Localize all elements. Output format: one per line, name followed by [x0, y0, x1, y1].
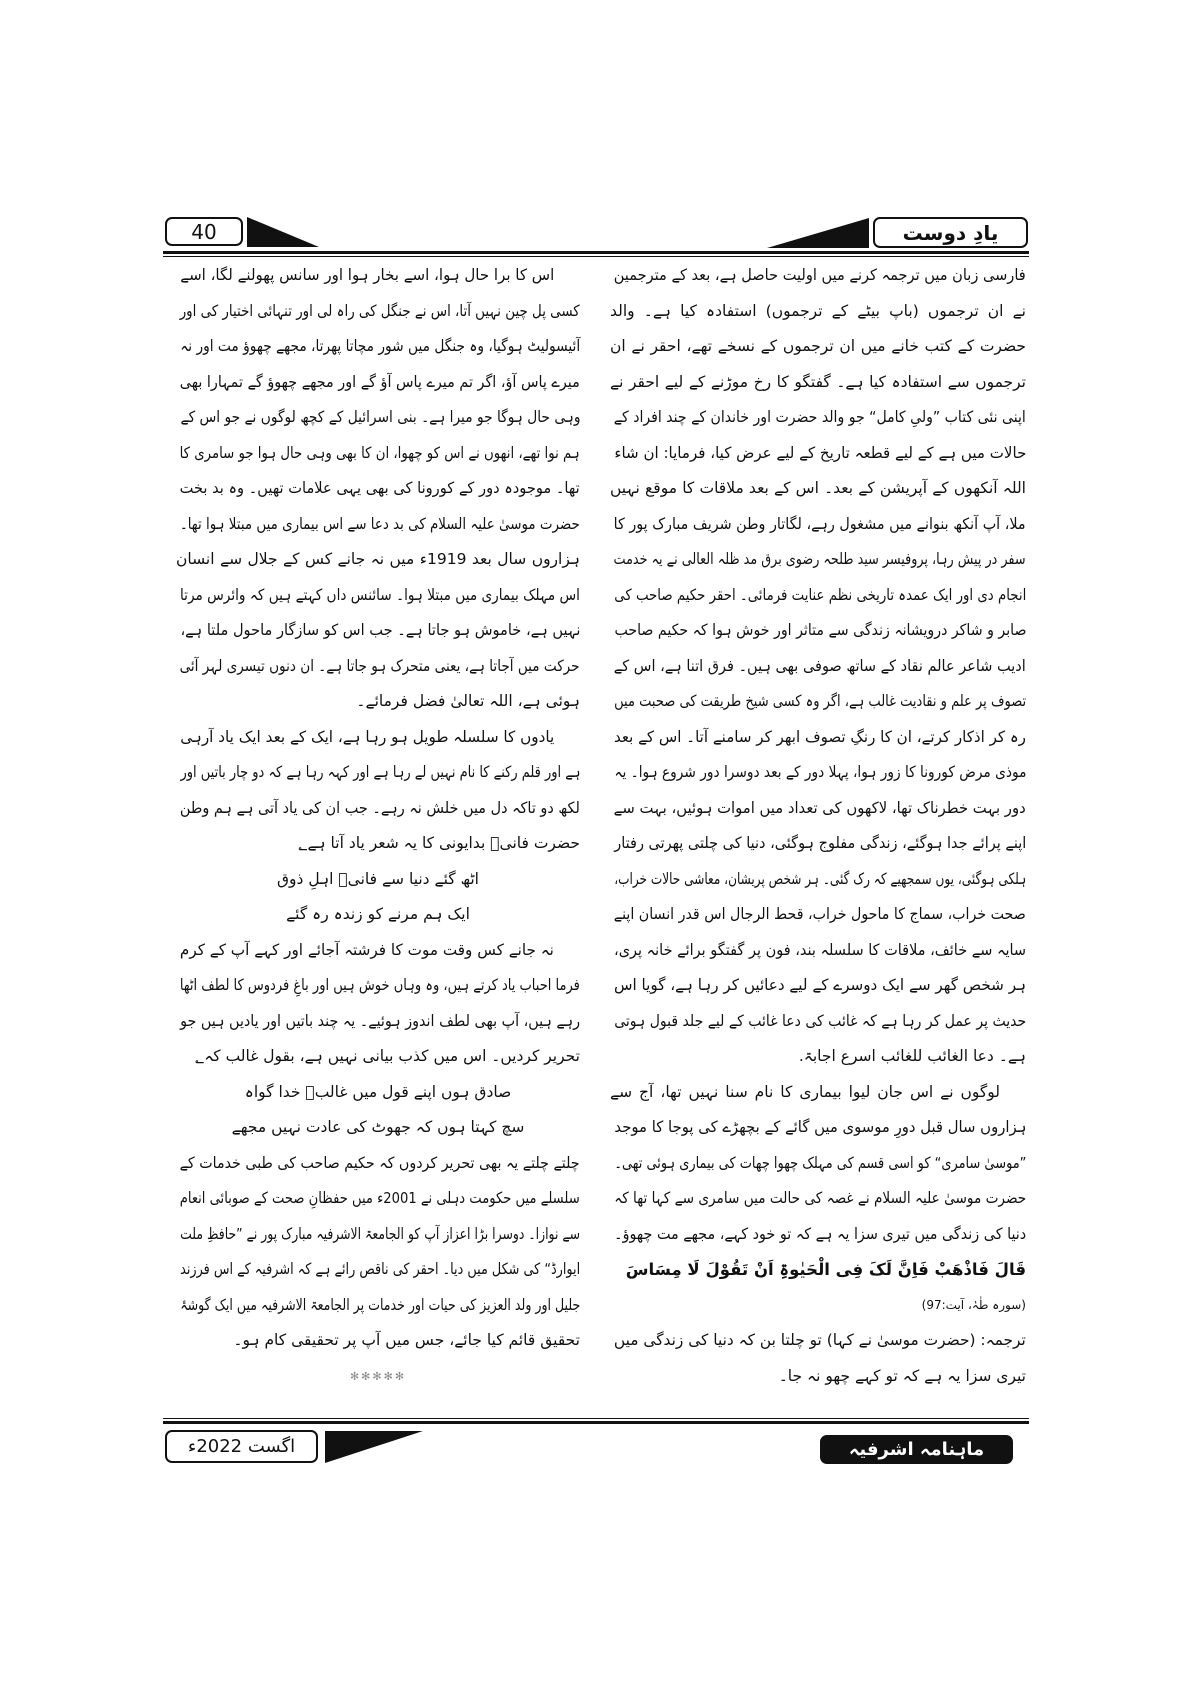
- line-text: لکھ دو تاکہ دل میں خلش نہ رہے۔ جب ان کی یاد آتی ہے ہم وطن: [180, 798, 580, 817]
- text-line: [610, 542, 1026, 578]
- text-line: [176, 507, 580, 543]
- text-line: [610, 968, 1026, 1004]
- line-text: صابر و شاکر درویشانہ زندگی سے متاثر اور خوش ہوا کہ حکیم صاحب: [613, 621, 1026, 639]
- text-line: [610, 1004, 1026, 1040]
- line-text: دور بہت خطرناک تھا، لاکھوں کی تعداد میں اموات ہوئیں، بہت سے: [613, 798, 1026, 817]
- text-line: [610, 1181, 1026, 1217]
- text-line: [176, 258, 580, 294]
- line-text: رہے ہیں، آپ بھی لطف اندوز ہوئیے۔ یہ چند باتیں اور یادیں ہیں جو: [179, 1011, 580, 1030]
- text-line: [610, 1146, 1026, 1182]
- line-text: ادیب شاعر عالم نقاد کے ساتھ صوفی بھی ہیں۔ فرق اتنا ہے، اس کے: [614, 656, 1026, 675]
- end-separator: ✻✻✻✻✻: [349, 1369, 407, 1383]
- text-line: [610, 1110, 1026, 1146]
- line-text: صحت خراب، سماج کا ماحول خراب، قحط الرجال اس قدر انسان اپنے: [614, 905, 1026, 923]
- text-line: [610, 1217, 1026, 1253]
- text-line: حضرت کے کتب خانے میں ان ترجموں کے نسخے تھے، احقر نے ان: [610, 337, 1026, 355]
- line-text: سلسلے میں حکومت دہلی نے 2001ء میں حفظانِ صحت کے صوبائی انعام: [179, 1189, 580, 1207]
- line-text: حالات میں ہے کے لیے قطعہ تاریخ کے لیے عرض کیا، فرمایا: ان شاء: [613, 443, 1026, 462]
- text-line: تحریر کردیں۔ اس میں کذب بیانی نہیں ہے، بقول غالب کہ؂: [195, 1047, 580, 1065]
- text-line: [610, 684, 1026, 720]
- text-line: ہوئی ہے، اللہ تعالیٰ فضل فرمائے۔: [356, 692, 580, 710]
- line-text: ہم نوا تھے، انھوں نے اس کو چھوا، ان کا بھی وہی حال ہوا جو سامری کا: [180, 443, 580, 462]
- header-rule: [163, 251, 1029, 257]
- line-text: سایہ سے خائف، ملاقات کا سلسلہ بند، فون پر گفتگو برائے خانہ پری،: [613, 940, 1026, 959]
- text-line: [176, 755, 580, 791]
- text-line: [610, 862, 1026, 898]
- line-text: سے نوازا۔ دوسرا بڑا اعزاز آپ کو الجامعۃ الاشرفیہ مبارک پور نے ”حافظِ ملت: [180, 1224, 580, 1243]
- header-left-wedge: [247, 217, 319, 247]
- line-text: ہے اور قلم رکنے کا نام نہیں لے رہا ہے اور کہہ رہا ہے کہ دو چار باتیں اور: [179, 763, 580, 781]
- footer-rule: [163, 1418, 1029, 1424]
- text-line: [176, 294, 580, 330]
- verse-line: سچ کہتا ہوں کہ جھوٹ کی عادت نہیں مجھے: [231, 1118, 525, 1136]
- magazine-name: ماہنامہ اشرفیہ: [820, 1435, 1013, 1464]
- line-text: ایوارڈ“ کی شکل میں دیا۔ احقر کی ناقص رائے ہے کہ اشرفیہ کے اس فرزند: [180, 1260, 580, 1278]
- text-line: [610, 578, 1026, 614]
- text-line: [176, 1217, 580, 1253]
- verse-line: اٹھ گئے دنیا سے فانیؔ اہلِ ذوق: [276, 869, 479, 888]
- footer-left-wedge: [325, 1431, 423, 1463]
- line-text: دنیا کی زندگی میں تیری سزا یہ ہے کہ تو خود کہے، مجھے مت چھوؤ۔: [613, 1224, 1026, 1243]
- right-column: [610, 258, 1026, 1394]
- text-line: [176, 578, 580, 614]
- line-text: میرے پاس آؤ، اگر تم میرے پاس آؤ گے اور مجھے چھوؤ گے تمہارا بھی: [179, 372, 580, 391]
- line-text: ہزاروں سال قبل دورِ موسوی میں گائے کے بچھڑے کی پوجا کا موجد: [614, 1118, 1026, 1136]
- issue-date: اگست 2022ء: [165, 1430, 318, 1463]
- text-line: نے ان ترجموں (باپ بیٹے کے ترجموں) استفادہ کیا ہے۔ والد: [610, 301, 1026, 320]
- line-text: اس کا برا حال ہوا، اسے بخار ہوا اور سانس پھولنے لگا، اسے: [179, 266, 554, 284]
- line-text: فارسی زبان میں ترجمہ کرنے میں اولیت حاصل ہے، بعد کے مترجمین: [613, 266, 1026, 284]
- line-text: ترجمہ: (حضرت موسیٰ نے کہا) تو چلتا بن کہ دنیا کی زندگی میں: [614, 1331, 1026, 1349]
- text-line: [610, 826, 1026, 862]
- text-line: [176, 436, 580, 472]
- text-line: اللہ آنکھوں کے آپریشن کے بعد۔ اس کے بعد ملاقات کا موقع نہیں: [610, 479, 1026, 497]
- text-line: [176, 613, 580, 649]
- line-text: رہ کر اذکار کرتے، ان کا رنگِ تصوف ابھر کر سامنے آتا۔ اس کے بعد: [613, 727, 1026, 746]
- text-line: ہے۔ دعا الغائب للغائب اسرع اجابۃ.: [798, 1047, 1026, 1065]
- text-line: لوگوں نے اس جان لیوا بیماری کا نام سنا نہیں تھا، آج سے: [610, 1082, 1000, 1101]
- text-line: [176, 1288, 580, 1324]
- line-text: چلتے چلتے یہ بھی تحریر کردوں کہ حکیم صاحب کی طبی خدمات کے: [179, 1153, 580, 1172]
- text-line: [610, 649, 1026, 685]
- line-text: اپنی نئی کتاب ”ولیِ کامل“ جو والد حضرت اور خاندان کے چند افراد کے: [613, 408, 1026, 426]
- text-line: تحقیق قائم کیا جائے، جس میں آپ پر تحقیقی کام ہو۔: [233, 1331, 580, 1349]
- line-text: حضرت موسیٰ علیہ السلام کی بد دعا سے اس بیماری میں مبتلا ہوا تھا۔: [179, 514, 580, 533]
- line-text: اس مہلک بیماری میں مبتلا ہوا۔ سائنس داں کہتے ہیں کہ وائرس مرتا: [180, 585, 580, 604]
- text-line: [610, 258, 1026, 294]
- left-column: [176, 258, 580, 1394]
- text-line: [610, 507, 1026, 543]
- text-line: حضرت فانیؔ بدایونی کا یہ شعر یاد آتا ہے؂: [298, 834, 580, 852]
- text-line: [176, 968, 580, 1004]
- line-text: سفر در پیش رہا، پروفیسر سید طلحہ رضوی برق مد ظلہ العالی نے یہ خدمت: [613, 550, 1026, 568]
- text-line: [610, 720, 1026, 756]
- verse-line: ایک ہم مرنے کو زندہ رہ گئے: [286, 905, 470, 923]
- text-line: ترجموں سے استفادہ کیا ہے۔ گفتگو کا رخ موڑنے کے لیے احقر نے: [610, 372, 1026, 391]
- line-text: تصوف پر علم و نقادیت غالب ہے، اگر وہ کسی شیخ طریقت کی صحبت میں: [614, 692, 1026, 710]
- line-text: فرما احباب یاد کرتے ہیں، وہ وہاں خوش ہیں اور باغِ فردوس کا لطف اٹھا: [180, 976, 580, 994]
- line-text: وہی حال ہوگا جو میرا ہے۔ بنی اسرائیل کے کچھ لوگوں نے جو اس کے: [180, 408, 580, 426]
- page-number: 40: [165, 217, 243, 246]
- text-line: [610, 436, 1026, 472]
- line-text: حضرت موسیٰ علیہ السلام نے غصہ کی حالت میں سامری سے کہا تھا کہ: [614, 1189, 1026, 1207]
- text-line: [610, 400, 1026, 436]
- line-text: جلیل اور ولد العزیز کی حیات اور خدمات پر الجامعۃ الاشرفیہ میں ایک گوشۂ: [179, 1295, 580, 1314]
- text-line: [176, 329, 580, 365]
- line-text: ہر شخص گھر سے ایک دوسرے کے لیے دعائیں کر رہا ہے، گویا اس: [613, 976, 1026, 994]
- text-line: ہزاروں سال بعد 1919ء میں نہ جانے کس کے جلال سے انسان: [176, 550, 580, 568]
- line-text: کسی پل چین نہیں آتا، اس نے جنگل کی راہ لی اور تنہائی اختیار کی اور: [180, 301, 580, 320]
- text-line: [176, 1004, 580, 1040]
- line-text: انجام دی اور ایک عمدہ تاریخی نظم عنایت فرمائی۔ احقر حکیم صاحب کی: [613, 585, 1026, 604]
- line-text: حرکت میں آجاتا ہے، یعنی متحرک ہو جاتا ہے۔ ان دنوں تیسری لہر آئی: [180, 656, 580, 675]
- line-text: ہلکی ہوگئی، یوں سمجھیے کہ رک گئی۔ ہر شخص پریشان، معاشی حالات خراب،: [613, 869, 1026, 888]
- line-text: آئیسولیٹ ہوگیا، وہ جنگل میں شور مچاتا پھرتا، مجھے چھوؤ مت اور نہ: [180, 337, 580, 355]
- line-text: تھا۔ موجودہ دور کے کورونا کی بھی یہی علامات تھیں۔ وہ بد بخت: [179, 479, 580, 497]
- header-right-wedge: [767, 218, 869, 248]
- line-text: ملا، آپ آنکھ بنوانے میں مشغول رہے، لگاتار وطن شریف مبارک پور کا: [614, 514, 1026, 533]
- text-line: [610, 1323, 1026, 1359]
- text-line: [176, 471, 580, 507]
- text-line: [610, 755, 1026, 791]
- line-text: حدیث پر عمل کر رہا ہے کہ غائب کی دعا غائب کے لیے جلد قبول ہوتی: [614, 1011, 1026, 1030]
- text-line: [176, 649, 580, 685]
- text-line: [176, 1181, 580, 1217]
- verse-reference: (سورہ طٰہٰ، آیت:97): [921, 1297, 1026, 1312]
- text-line: [610, 613, 1026, 649]
- text-line: [176, 933, 580, 969]
- text-line: [176, 720, 580, 756]
- text-line: تیری سزا یہ ہے کہ تو کہے چھو نہ جا۔: [778, 1366, 1026, 1385]
- line-text: یادوں کا سلسلہ طویل ہو رہا ہے، ایک کے بعد ایک یاد آرہی: [179, 727, 554, 746]
- line-text: نہیں ہے، خاموش ہو جاتا ہے۔ جب اس کو سازگار ماحول ملتا ہے،: [179, 621, 580, 639]
- quran-verse: قَالَ فَاذْهَبْ فَاِنَّ لَکَ فِی الْحَیٰوۃِ اَنْ تَقُوْلَ لَا مِسَاسَ: [625, 1260, 1026, 1279]
- line-text: ”موسیٰ سامری“ کو اسی قسم کی مہلک چھوا چھات کی بیماری ہوئی تھی۔: [614, 1153, 1026, 1172]
- text-line: [610, 933, 1026, 969]
- line-text: اپنے پرائے جدا ہوگئے، زندگی مفلوج ہوگئی، دنیا کی چلتی پھرتی رفتار: [614, 834, 1026, 852]
- text-line: [176, 365, 580, 401]
- verse-line: صادق ہوں اپنے قول میں غالبؔ خدا گواہ: [244, 1082, 512, 1101]
- text-line: [176, 1252, 580, 1288]
- text-line: [610, 791, 1026, 827]
- section-title: یادِ دوست: [873, 217, 1028, 248]
- text-line: [176, 1146, 580, 1182]
- line-text: نہ جانے کس وقت موت کا فرشتہ آجائے اور کہے آپ کے کرم: [179, 940, 554, 959]
- line-text: موذی مرض کورونا کا زور ہوا، پہلا دور کے بعد دوسرا دور شروع ہوا۔ یہ: [613, 763, 1026, 781]
- text-line: [610, 897, 1026, 933]
- text-line: [176, 791, 580, 827]
- text-line: [176, 400, 580, 436]
